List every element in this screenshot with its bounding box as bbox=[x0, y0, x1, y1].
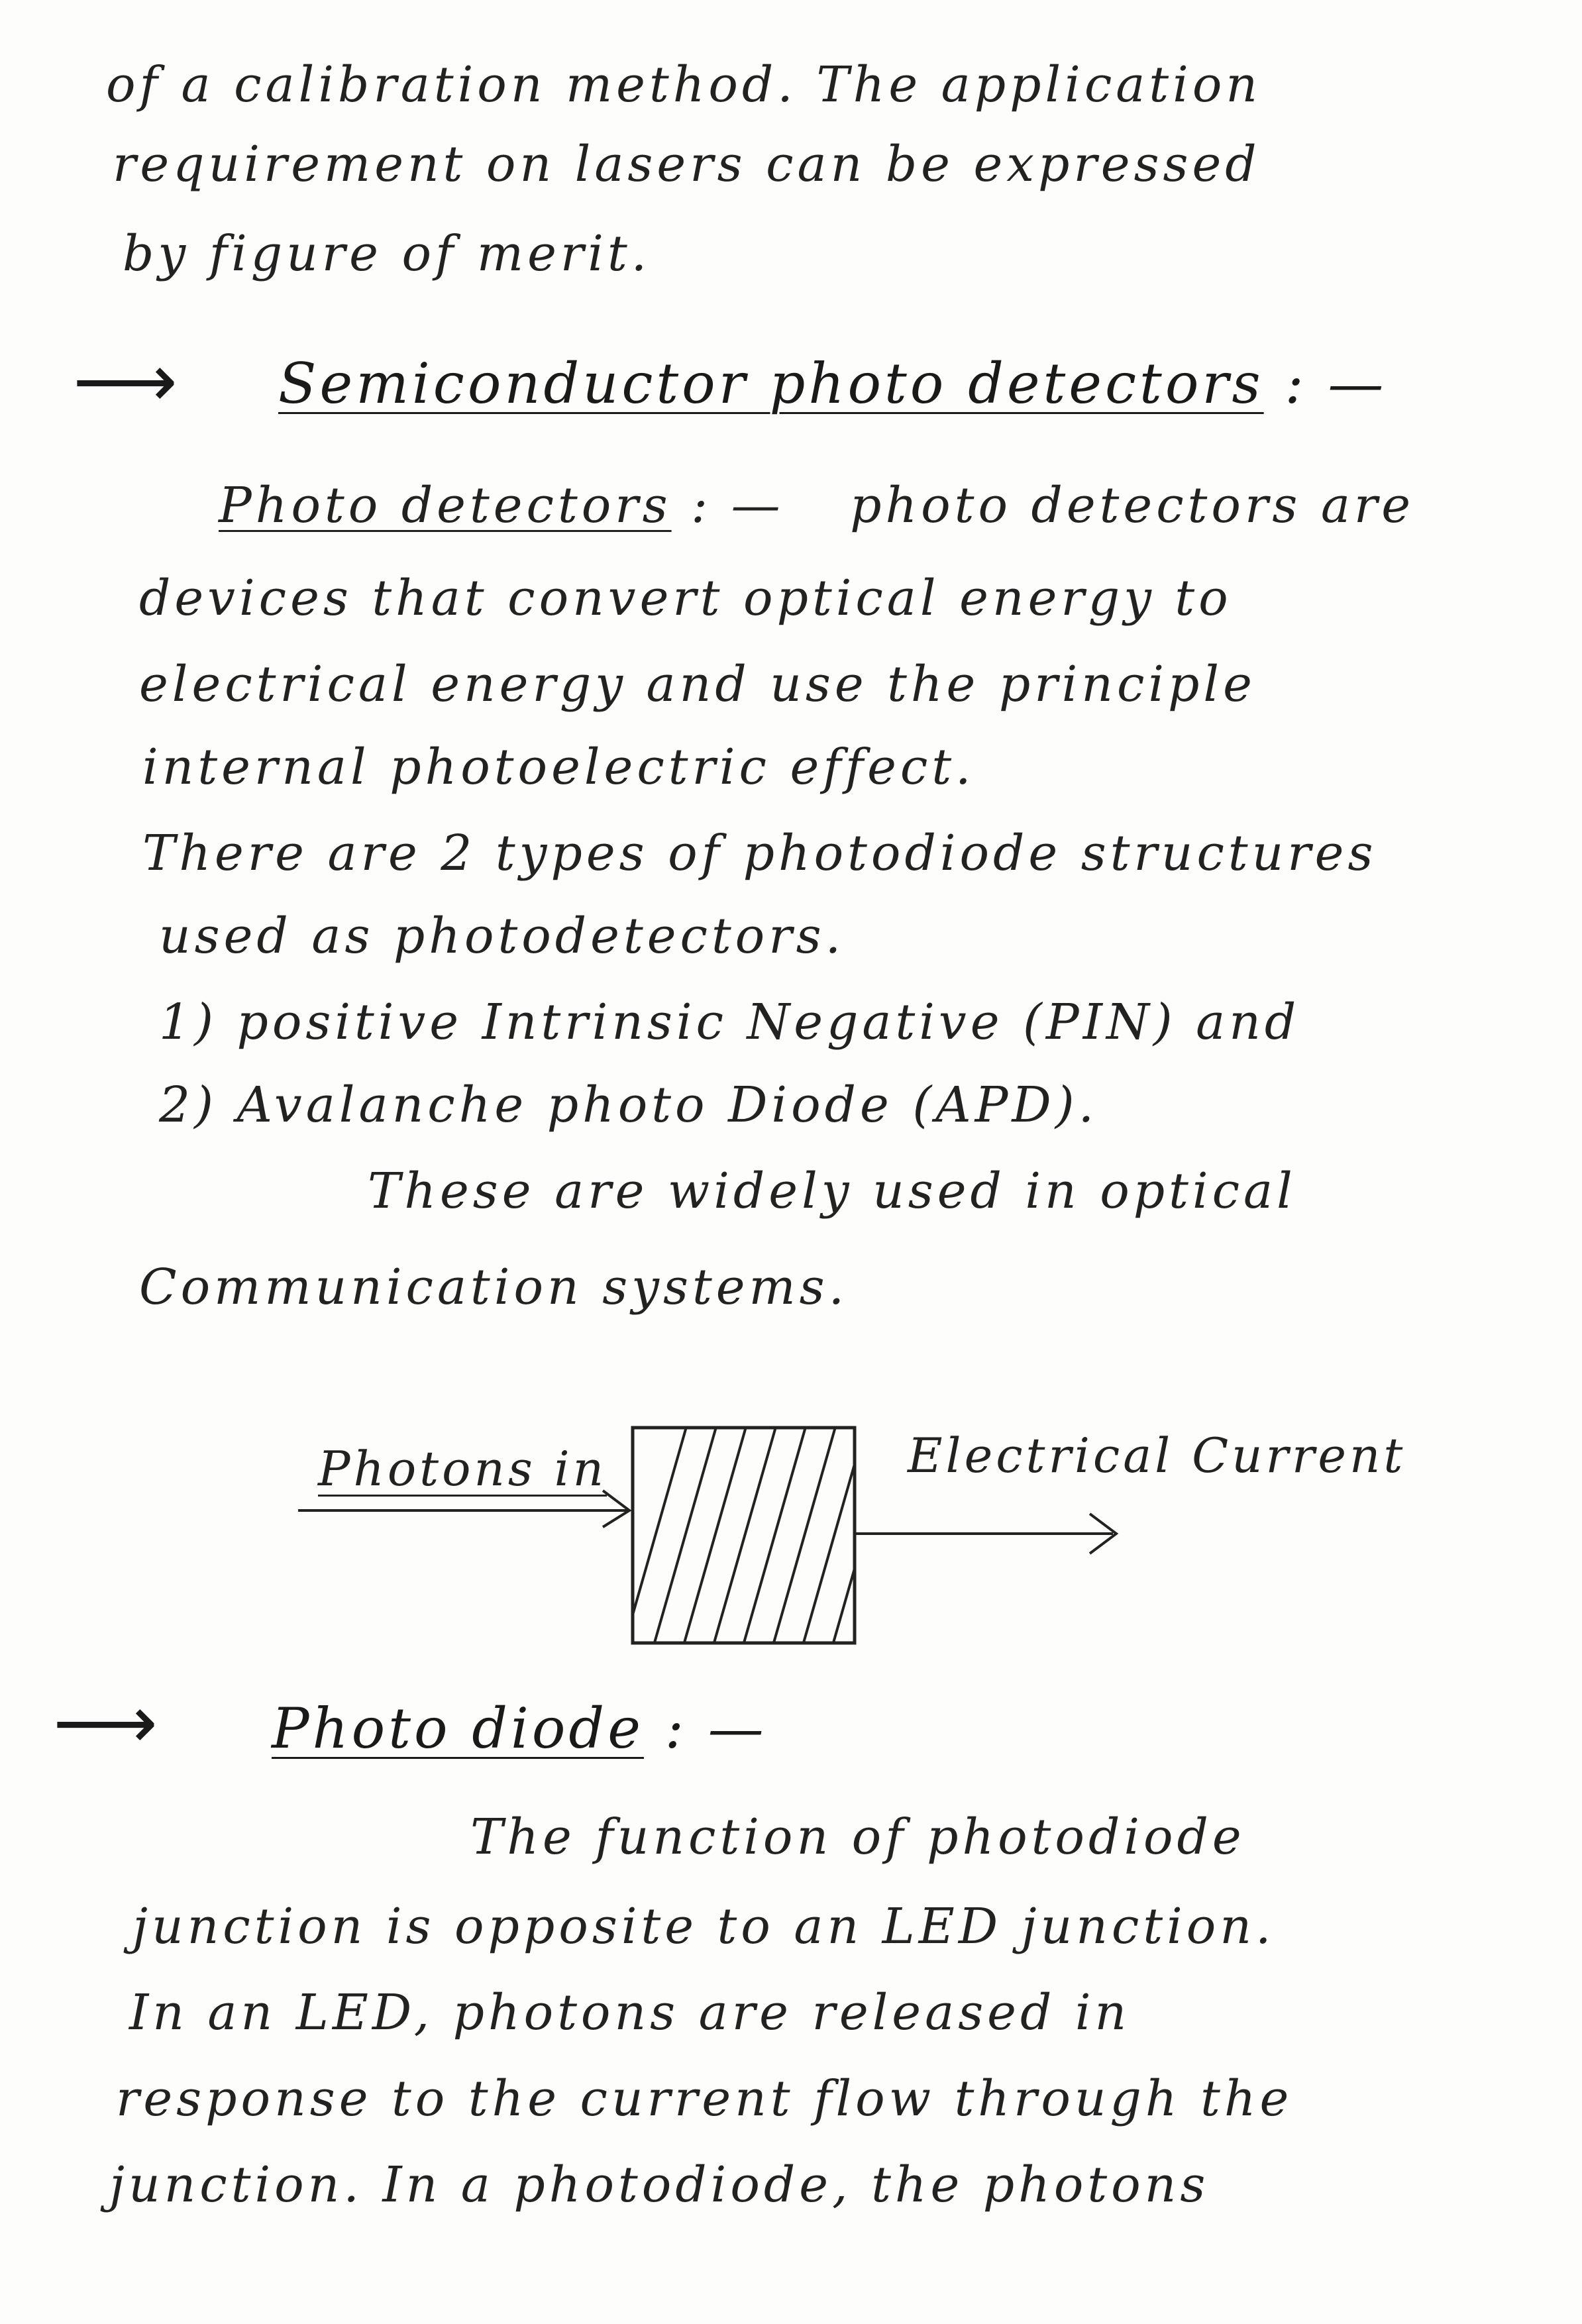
text-line: junction is opposite to an LED junction. bbox=[132, 1898, 1275, 1955]
right-arrow-icon: ⟶ bbox=[73, 339, 178, 423]
heading-text: Photo diode bbox=[272, 1696, 644, 1761]
text-line: The function of photodiode bbox=[470, 1809, 1245, 1866]
text-line: requirement on lasers can be expressed bbox=[113, 136, 1261, 193]
text-line: by figure of merit. bbox=[123, 225, 651, 282]
list-item: 1) positive Intrinsic Negative (PIN) and bbox=[159, 994, 1300, 1051]
heading-suffix: : — bbox=[664, 1696, 767, 1761]
text-line: used as photodetectors. bbox=[159, 908, 845, 965]
definition-separator: : — bbox=[691, 477, 784, 534]
text-line: of a calibration method. The application bbox=[106, 56, 1262, 113]
list-item: 2) Avalanche photo Diode (APD). bbox=[159, 1077, 1098, 1134]
text-line: internal photoelectric effect. bbox=[142, 739, 975, 796]
text-line: response to the current flow through the bbox=[116, 2070, 1293, 2127]
text-line: In an LED, photons are released in bbox=[129, 1984, 1131, 2041]
diagram-input-label: Photons in bbox=[318, 1441, 607, 1497]
text-line: devices that convert optical energy to bbox=[139, 570, 1232, 627]
definition-term: Photo detectors bbox=[219, 477, 672, 534]
text-line: These are widely used in optical bbox=[368, 1163, 1296, 1220]
diagram-output-label: Electrical Current bbox=[908, 1428, 1406, 1483]
text-line: There are 2 types of photodiode structures bbox=[142, 825, 1377, 882]
definition-line bbox=[219, 477, 1414, 534]
definition-text: photo detectors are bbox=[850, 477, 1415, 534]
section-heading bbox=[278, 351, 1387, 416]
section-heading bbox=[272, 1696, 767, 1761]
text-line: Communication systems. bbox=[139, 1259, 849, 1316]
photodetector-diagram bbox=[265, 1391, 1192, 1669]
heading-text: Semiconductor photo detectors bbox=[278, 351, 1264, 416]
heading-suffix: : — bbox=[1285, 351, 1387, 416]
output-arrow-icon bbox=[855, 1514, 1116, 1554]
right-arrow-icon: ⟶ bbox=[53, 1680, 158, 1765]
input-arrow-icon bbox=[298, 1491, 629, 1527]
text-line: electrical energy and use the principle bbox=[139, 656, 1256, 713]
text-line: junction. In a photodiode, the photons bbox=[109, 2156, 1210, 2213]
